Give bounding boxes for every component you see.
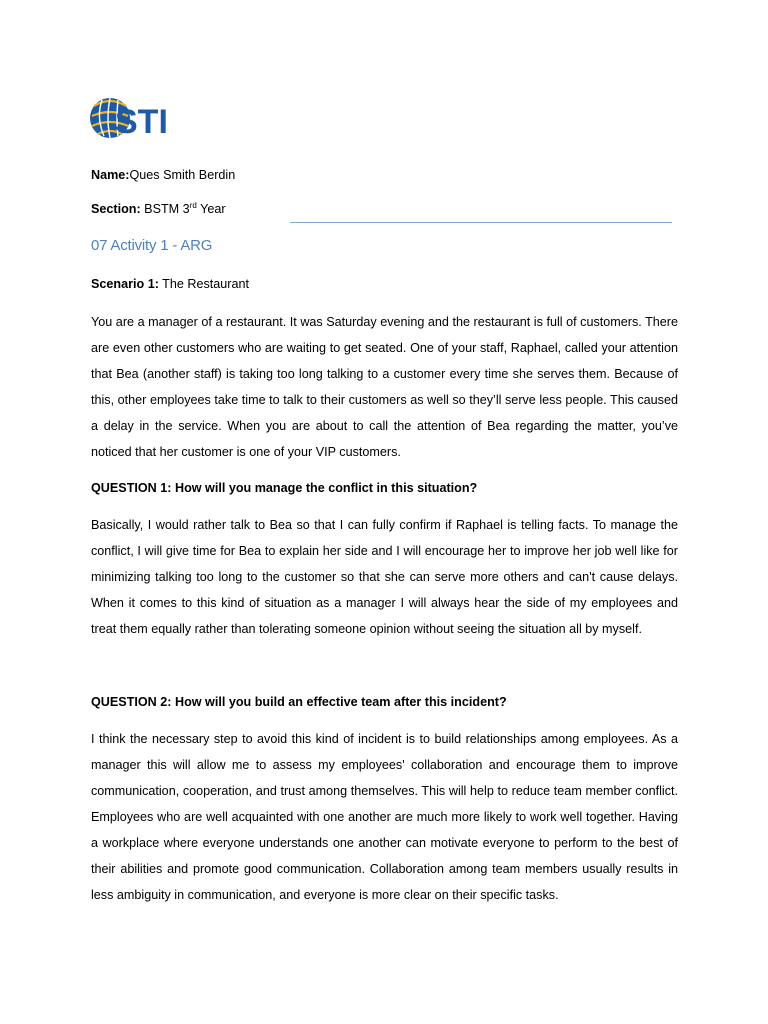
section-label: Section: [91,202,141,216]
question2-answer: I think the necessary step to avoid this kind of incident is to build relationships among employees. As a manager this will allow me to assess my employees' collaboration and encourage them to improve communication, cooperation, and trust among themselves. This will help to reduce team member conflict. Employees who are well acquainted with one another are much more likely to work well together. Having a workplace where everyone understands one another can motivate everyone to perform to the best of their abilities and promote good communication. Collaboration among team members usually results in less ambiguity in communication, and everyone is more clear on their specific tasks. [91,732,678,902]
logo-text: STI [115,103,168,141]
sti-logo [88,88,188,150]
scenario-label: Scenario 1: [91,277,159,291]
scenario-title: The Restaurant [158,277,249,291]
question2-heading: QUESTION 2: How will you build an effective team after this incident? [91,695,507,709]
student-section [91,202,226,216]
section-value-suffix: Year [196,202,226,216]
student-name [91,168,235,182]
scenario-text: You are a manager of a restaurant. It was Saturday evening and the restaurant is full of customers. There are even other customers who are waiting to get seated. One of your staff, Raphael, called your attention that Bea (another staff) is taking too long talking to a customer every time she serves them. Because of this, other employees take time to talk to their customers as well so they’ll serve less people. This caused a delay in the service. When you are about to call the attention of Bea regarding the matter, you’ve noticed that her customer is one of your VIP customers. [91,315,678,459]
section-value-sup: rd [189,201,197,210]
question1-heading: QUESTION 1: How will you manage the conflict in this situation? [91,481,478,495]
activity-title: 07 Activity 1 - ARG [91,237,213,254]
question1-answer: Basically, I would rather talk to Bea so that I can fully confirm if Raphael is telling facts. To manage the conflict, I will give time for Bea to explain her side and I will encourage her to improve her job well like for minimizing talking too long to the customer so that she can serve more others and can't cause delays. When it comes to this kind of situation as a manager I will always hear the side of my employees and treat them equally rather than tolerating someone opinion without seeing the situation all by myself. [91,518,678,636]
name-label: Name: [91,168,130,182]
section-value-prefix: BSTM 3 [140,202,190,216]
header-rule [290,222,672,223]
scenario-heading [91,277,249,291]
name-value: Ques Smith Berdin [129,168,236,182]
